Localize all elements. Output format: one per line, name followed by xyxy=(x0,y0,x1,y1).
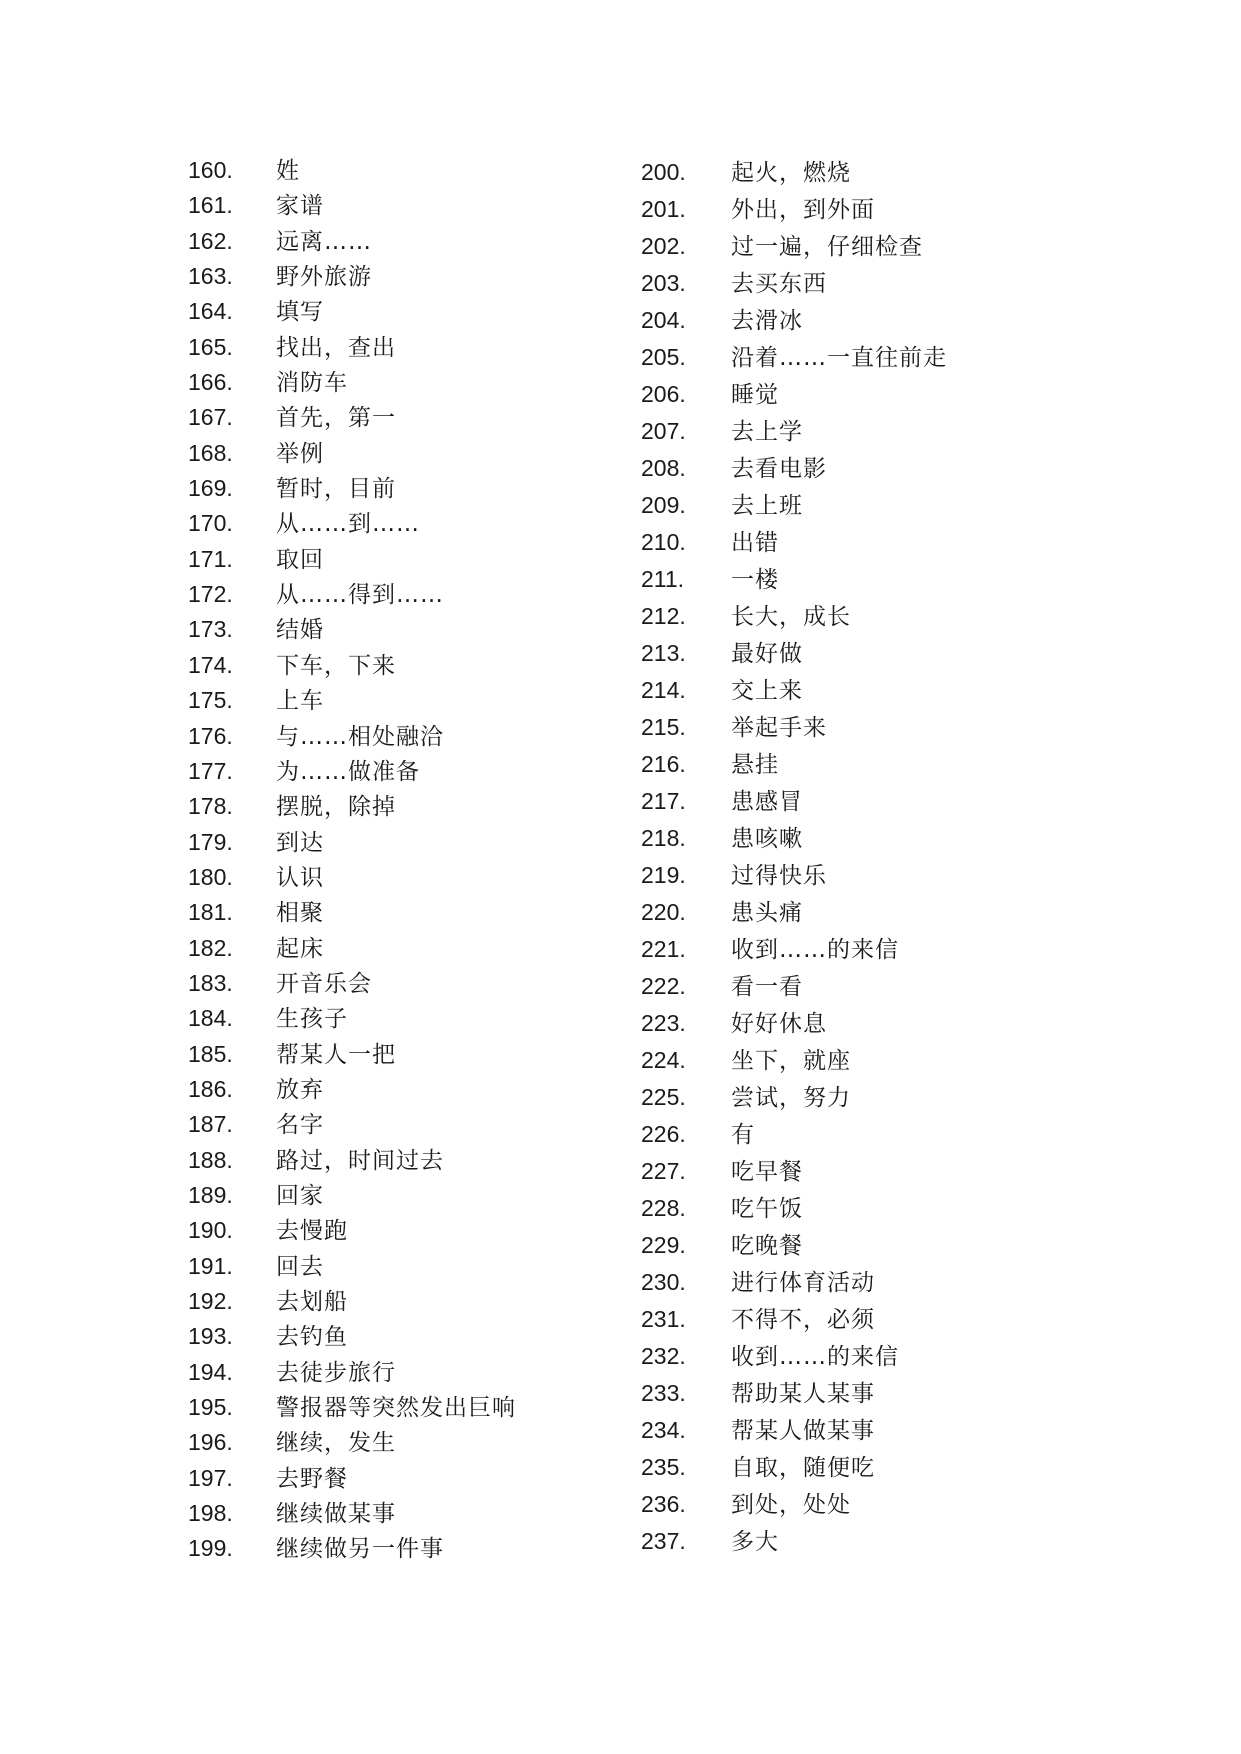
entry-meaning: 去看电影 xyxy=(731,456,827,482)
entry-number: 206. xyxy=(641,381,686,407)
vocab-entry xyxy=(641,1005,947,1042)
entry-meaning: 出错 xyxy=(731,530,779,556)
vocab-entry xyxy=(641,635,947,672)
entry-meaning: 去上学 xyxy=(731,419,803,445)
entry-meaning: 填写 xyxy=(276,299,324,326)
entry-meaning: 相聚 xyxy=(276,900,324,927)
vocab-entry xyxy=(188,188,516,223)
entry-meaning: 起火，燃烧 xyxy=(731,160,851,186)
entry-meaning: 过得快乐 xyxy=(731,863,827,889)
entry-meaning: 外出，到外面 xyxy=(731,197,875,223)
entry-number: 194. xyxy=(188,1358,233,1385)
entry-number: 200. xyxy=(641,159,686,185)
vocab-entry xyxy=(188,1213,516,1248)
entry-meaning: 沿着……一直往前走 xyxy=(731,345,947,371)
entry-number: 178. xyxy=(188,793,233,820)
entry-number: 234. xyxy=(641,1417,686,1443)
vocab-entry xyxy=(641,1301,947,1338)
entry-number: 221. xyxy=(641,936,686,962)
entry-number: 180. xyxy=(188,863,233,890)
vocab-entry xyxy=(188,1037,516,1072)
entry-meaning: 吃早餐 xyxy=(731,1159,803,1185)
vocab-entry xyxy=(641,783,947,820)
entry-meaning: 举例 xyxy=(276,440,324,467)
entry-meaning: 与……相处融洽 xyxy=(276,723,444,750)
entry-number: 175. xyxy=(188,687,233,714)
vocab-entry xyxy=(188,542,516,577)
entry-meaning: 去慢跑 xyxy=(276,1218,348,1245)
vocab-entry xyxy=(641,561,947,598)
entry-meaning: 认识 xyxy=(276,864,324,891)
vocab-entry xyxy=(641,746,947,783)
vocab-entry xyxy=(641,709,947,746)
entry-meaning: 起床 xyxy=(276,935,324,962)
entry-meaning: 取回 xyxy=(276,546,324,573)
vocab-entry xyxy=(188,1001,516,1036)
entry-number: 223. xyxy=(641,1010,686,1036)
entry-meaning: 暂时，目前 xyxy=(276,476,396,503)
entry-meaning: 坐下，就座 xyxy=(731,1048,851,1074)
entry-meaning: 去滑冰 xyxy=(731,308,803,334)
entry-meaning: 找出，查出 xyxy=(276,334,396,361)
entry-number: 196. xyxy=(188,1429,233,1456)
vocab-entry xyxy=(641,487,947,524)
entry-meaning: 开音乐会 xyxy=(276,970,372,997)
entry-number: 193. xyxy=(188,1323,233,1350)
entry-number: 177. xyxy=(188,757,233,784)
vocab-entry xyxy=(641,1227,947,1264)
entry-meaning: 继续做另一件事 xyxy=(276,1536,444,1563)
entry-number: 172. xyxy=(188,581,233,608)
entry-meaning: 上车 xyxy=(276,688,324,715)
vocab-entry xyxy=(641,1338,947,1375)
entry-meaning: 回家 xyxy=(276,1182,324,1209)
vocab-entry xyxy=(188,1496,516,1531)
entry-number: 229. xyxy=(641,1232,686,1258)
entry-number: 217. xyxy=(641,788,686,814)
entry-meaning: 一楼 xyxy=(731,567,779,593)
entry-number: 203. xyxy=(641,270,686,296)
entry-number: 174. xyxy=(188,651,233,678)
vocab-entry xyxy=(641,450,947,487)
entry-number: 209. xyxy=(641,492,686,518)
vocab-entry xyxy=(188,1531,516,1566)
entry-meaning: 摆脱，除掉 xyxy=(276,794,396,821)
entry-number: 212. xyxy=(641,603,686,629)
entry-number: 184. xyxy=(188,1005,233,1032)
entry-number: 225. xyxy=(641,1084,686,1110)
vocab-entry xyxy=(188,294,516,329)
vocab-entry xyxy=(188,1425,516,1460)
vocab-entry xyxy=(188,1072,516,1107)
entry-meaning: 生孩子 xyxy=(276,1006,348,1033)
vocab-entry xyxy=(641,1153,947,1190)
entry-meaning: 去野餐 xyxy=(276,1465,348,1492)
vocab-entry xyxy=(641,1412,947,1449)
entry-number: 197. xyxy=(188,1464,233,1491)
entry-number: 226. xyxy=(641,1121,686,1147)
entry-meaning: 自取，随便吃 xyxy=(731,1455,875,1481)
entry-meaning: 到处，处处 xyxy=(731,1492,851,1518)
vocab-entry xyxy=(641,1375,947,1412)
entry-number: 227. xyxy=(641,1158,686,1184)
vocab-entry xyxy=(188,471,516,506)
vocab-entry xyxy=(188,860,516,895)
entry-meaning: 远离…… xyxy=(276,228,372,255)
entry-number: 160. xyxy=(188,157,233,183)
entry-number: 176. xyxy=(188,722,233,749)
vocab-entry xyxy=(641,894,947,931)
entry-meaning: 多大 xyxy=(731,1529,779,1555)
entry-number: 181. xyxy=(188,899,233,926)
entry-number: 230. xyxy=(641,1269,686,1295)
entry-meaning: 患咳嗽 xyxy=(731,826,803,852)
vocab-entry xyxy=(641,191,947,228)
entry-meaning: 尝试，努力 xyxy=(731,1085,851,1111)
entry-number: 205. xyxy=(641,344,686,370)
entry-number: 164. xyxy=(188,298,233,325)
vocab-entry xyxy=(188,259,516,294)
entry-number: 211. xyxy=(641,566,685,592)
vocab-entry xyxy=(188,1461,516,1496)
vocab-entry xyxy=(641,1449,947,1486)
entry-number: 207. xyxy=(641,418,686,444)
entry-meaning: 回去 xyxy=(276,1253,324,1280)
vocab-list-left xyxy=(188,153,516,1567)
entry-number: 190. xyxy=(188,1217,233,1244)
entry-meaning: 继续做某事 xyxy=(276,1501,396,1528)
entry-meaning: 最好做 xyxy=(731,641,803,667)
entry-meaning: 野外旅游 xyxy=(276,264,372,291)
entry-meaning: 家谱 xyxy=(276,193,324,220)
vocab-entry xyxy=(641,968,947,1005)
entry-meaning: 过一遍，仔细检查 xyxy=(731,234,923,260)
vocab-entry xyxy=(641,339,947,376)
entry-number: 235. xyxy=(641,1454,686,1480)
vocab-entry xyxy=(188,1390,516,1425)
entry-meaning: 患头痛 xyxy=(731,900,803,926)
vocab-entry xyxy=(641,820,947,857)
entry-number: 171. xyxy=(188,545,233,572)
vocab-entry xyxy=(641,1486,947,1523)
vocab-entry xyxy=(641,228,947,265)
entry-number: 186. xyxy=(188,1075,233,1102)
entry-number: 182. xyxy=(188,934,233,961)
entry-number: 198. xyxy=(188,1500,233,1527)
vocab-entry xyxy=(188,506,516,541)
vocab-entry xyxy=(641,1079,947,1116)
entry-number: 167. xyxy=(188,404,233,431)
vocab-entry xyxy=(188,1107,516,1142)
entry-meaning: 路过，时间过去 xyxy=(276,1147,444,1174)
entry-meaning: 结婚 xyxy=(276,617,324,644)
vocab-entry xyxy=(188,577,516,612)
entry-number: 199. xyxy=(188,1535,233,1562)
vocab-entry xyxy=(188,966,516,1001)
entry-number: 185. xyxy=(188,1040,233,1067)
entry-number: 165. xyxy=(188,333,233,360)
entry-number: 188. xyxy=(188,1146,233,1173)
vocab-entry xyxy=(188,365,516,400)
entry-number: 228. xyxy=(641,1195,686,1221)
entry-meaning: 去买东西 xyxy=(731,271,827,297)
entry-number: 189. xyxy=(188,1181,233,1208)
entry-meaning: 进行体育活动 xyxy=(731,1270,875,1296)
entry-number: 173. xyxy=(188,616,233,643)
entry-meaning: 到达 xyxy=(276,829,324,856)
vocab-list-right xyxy=(641,154,947,1560)
entry-number: 233. xyxy=(641,1380,686,1406)
entry-number: 208. xyxy=(641,455,686,481)
vocab-entry xyxy=(641,154,947,191)
entry-number: 219. xyxy=(641,862,686,888)
vocab-entry xyxy=(641,857,947,894)
vocab-entry xyxy=(188,1249,516,1284)
vocab-entry xyxy=(641,1042,947,1079)
vocab-entry xyxy=(641,598,947,635)
entry-meaning: 有 xyxy=(731,1122,755,1148)
entry-number: 183. xyxy=(188,969,233,996)
vocab-entry xyxy=(641,413,947,450)
entry-number: 169. xyxy=(188,475,233,502)
vocab-entry xyxy=(188,1284,516,1319)
entry-meaning: 去钓鱼 xyxy=(276,1324,348,1351)
vocab-entry xyxy=(188,683,516,718)
entry-number: 220. xyxy=(641,899,686,925)
vocab-entry xyxy=(641,1264,947,1301)
entry-number: 210. xyxy=(641,529,686,555)
vocab-entry xyxy=(188,648,516,683)
entry-meaning: 看一看 xyxy=(731,974,803,1000)
entry-meaning: 帮某人做某事 xyxy=(731,1418,875,1444)
entry-number: 232. xyxy=(641,1343,686,1369)
vocab-entry xyxy=(641,1523,947,1560)
vocab-entry xyxy=(641,672,947,709)
entry-number: 214. xyxy=(641,677,686,703)
entry-number: 236. xyxy=(641,1491,686,1517)
entry-number: 213. xyxy=(641,640,686,666)
entry-number: 191. xyxy=(188,1252,233,1279)
entry-number: 222. xyxy=(641,973,686,999)
vocab-entry xyxy=(641,376,947,413)
vocab-entry xyxy=(188,153,516,188)
vocab-entry xyxy=(188,825,516,860)
entry-number: 215. xyxy=(641,714,686,740)
vocab-entry xyxy=(188,330,516,365)
entry-meaning: 继续，发生 xyxy=(276,1430,396,1457)
entry-number: 202. xyxy=(641,233,686,259)
vocab-entry xyxy=(188,931,516,966)
vocab-entry xyxy=(641,1190,947,1227)
entry-number: 195. xyxy=(188,1394,233,1421)
entry-meaning: 名字 xyxy=(276,1112,324,1139)
vocab-entry xyxy=(188,1178,516,1213)
entry-number: 161. xyxy=(188,192,233,219)
vocab-entry xyxy=(188,1355,516,1390)
entry-meaning: 吃晚餐 xyxy=(731,1233,803,1259)
entry-number: 218. xyxy=(641,825,686,851)
entry-meaning: 去徒步旅行 xyxy=(276,1359,396,1386)
entry-meaning: 放弃 xyxy=(276,1076,324,1103)
vocab-entry xyxy=(188,754,516,789)
vocab-entry xyxy=(188,224,516,259)
entry-number: 201. xyxy=(641,196,686,222)
entry-meaning: 长大，成长 xyxy=(731,604,851,630)
entry-meaning: 姓 xyxy=(276,158,300,184)
entry-meaning: 交上来 xyxy=(731,678,803,704)
entry-number: 231. xyxy=(641,1306,686,1332)
entry-meaning: 患感冒 xyxy=(731,789,803,815)
vocab-entry xyxy=(641,1116,947,1153)
entry-number: 162. xyxy=(188,227,233,254)
entry-meaning: 吃午饭 xyxy=(731,1196,803,1222)
entry-meaning: 去上班 xyxy=(731,493,803,519)
entry-number: 170. xyxy=(188,510,233,537)
entry-meaning: 帮助某人某事 xyxy=(731,1381,875,1407)
vocab-entry xyxy=(641,302,947,339)
entry-meaning: 从……得到…… xyxy=(276,582,444,609)
vocab-entry xyxy=(188,612,516,647)
vocab-entry xyxy=(188,719,516,754)
entry-meaning: 举起手来 xyxy=(731,715,827,741)
entry-meaning: 为……做准备 xyxy=(276,758,420,785)
entry-number: 166. xyxy=(188,369,233,396)
entry-meaning: 从……到…… xyxy=(276,511,420,538)
entry-meaning: 帮某人一把 xyxy=(276,1041,396,1068)
vocab-entry xyxy=(188,436,516,471)
entry-meaning: 收到……的来信 xyxy=(731,937,899,963)
entry-meaning: 警报器等突然发出巨响 xyxy=(276,1395,516,1422)
entry-number: 192. xyxy=(188,1288,233,1314)
vocab-entry xyxy=(188,789,516,824)
vocab-entry xyxy=(641,524,947,561)
entry-meaning: 悬挂 xyxy=(731,752,779,778)
entry-meaning: 睡觉 xyxy=(731,382,779,408)
entry-number: 179. xyxy=(188,828,233,855)
entry-meaning: 首先，第一 xyxy=(276,405,396,432)
vocab-entry xyxy=(188,400,516,435)
entry-meaning: 好好休息 xyxy=(731,1011,827,1037)
entry-number: 237. xyxy=(641,1528,686,1554)
entry-number: 168. xyxy=(188,439,233,466)
entry-meaning: 不得不，必须 xyxy=(731,1307,875,1333)
entry-number: 204. xyxy=(641,307,686,333)
entry-meaning: 收到……的来信 xyxy=(731,1344,899,1370)
vocab-entry xyxy=(188,895,516,930)
entry-meaning: 消防车 xyxy=(276,370,348,397)
vocab-entry xyxy=(641,265,947,302)
entry-number: 163. xyxy=(188,263,233,290)
entry-number: 216. xyxy=(641,751,686,777)
vocab-entry xyxy=(188,1143,516,1178)
entry-number: 187. xyxy=(188,1111,233,1138)
vocab-entry xyxy=(641,931,947,968)
entry-meaning: 去划船 xyxy=(276,1289,348,1315)
entry-number: 224. xyxy=(641,1047,686,1073)
entry-meaning: 下车，下来 xyxy=(276,652,396,679)
vocab-entry xyxy=(188,1319,516,1354)
